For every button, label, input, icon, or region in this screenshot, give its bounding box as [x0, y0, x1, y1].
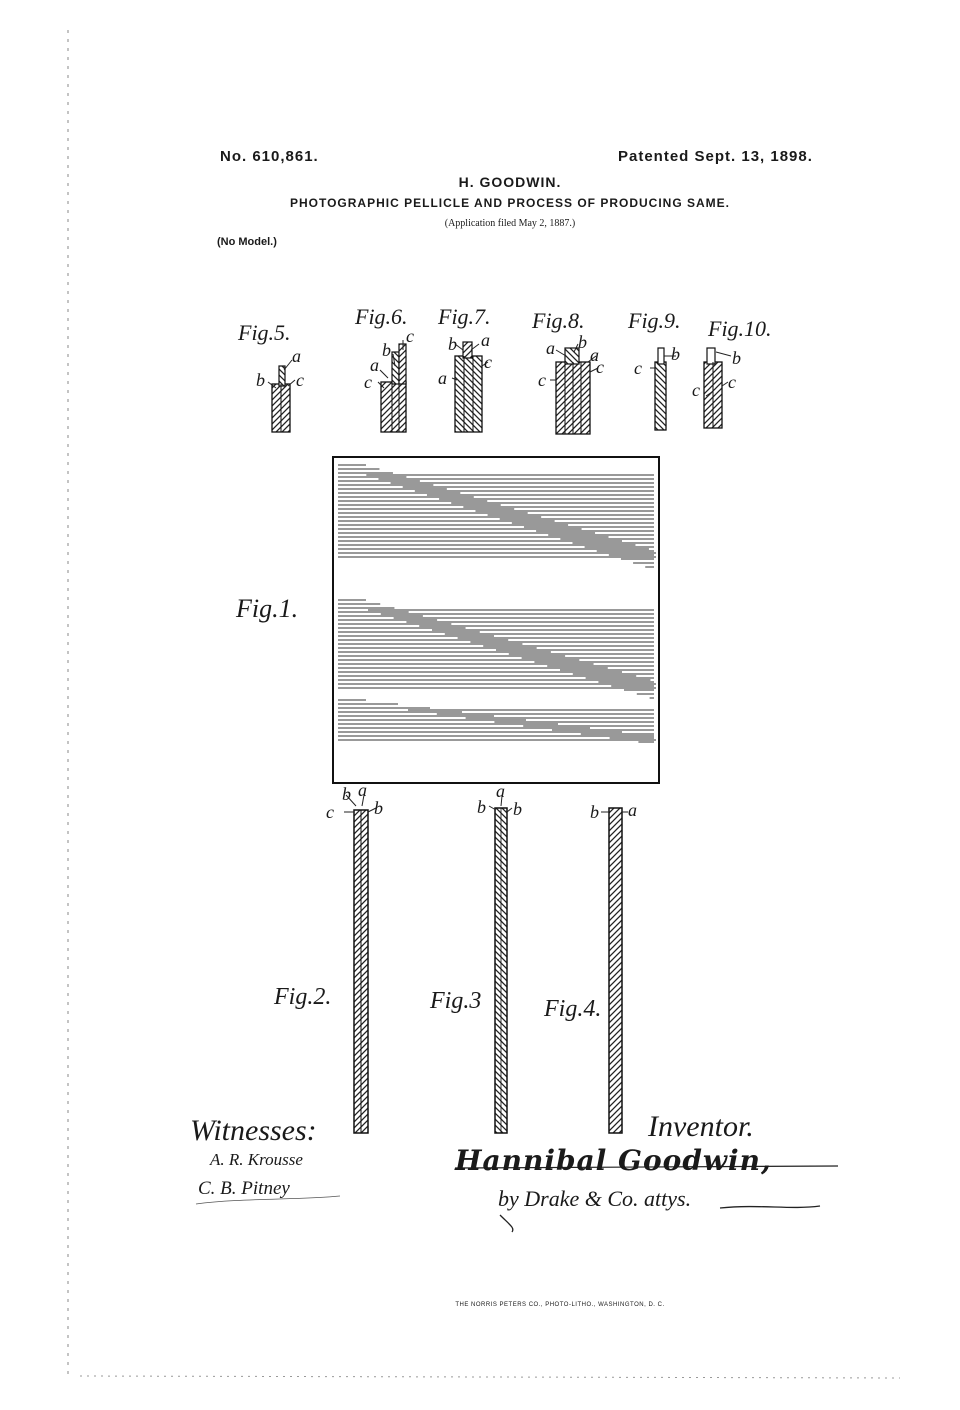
letter-c: c [538, 370, 546, 390]
fig6-label: Fig.6. [355, 304, 408, 329]
fig1-label: Fig.1. [236, 594, 299, 623]
letter-a: a [546, 338, 555, 358]
letter-c: c [484, 352, 492, 372]
letter-b: b [513, 799, 522, 819]
patent-title: PHOTOGRAPHIC PELLICLE AND PROCESS OF PRODUCING SAME. [289, 196, 731, 210]
application-date: (Application filed May 2, 1887.) [444, 218, 576, 229]
letter-a: a [358, 780, 367, 800]
letter-c: c [326, 802, 334, 822]
patent-number: No. 610,861. [220, 148, 319, 165]
letter-b: b [448, 334, 457, 354]
fig1-pellicle-sheet [333, 457, 659, 783]
inventor-name: H. GOODWIN. [458, 174, 562, 190]
letter-b: b [578, 332, 587, 352]
printer-credit: THE NORRIS PETERS CO., PHOTO-LITHO., WASHINGTON, D. C. [455, 1302, 665, 1308]
letter-a: a [292, 346, 301, 366]
letter-b: b [382, 340, 391, 360]
fig4-label: Fig.4. [544, 996, 602, 1022]
witness-1-signature: A. R. Krousse [210, 1150, 303, 1169]
letter-a: a [370, 355, 379, 375]
letter-b: b [256, 370, 265, 390]
fig3-section [495, 808, 507, 1133]
letter-c: c [596, 357, 604, 377]
letter-b: b [671, 344, 680, 364]
inventor-signature: Hannibal Goodwin, [455, 1144, 772, 1177]
fig3-label: Fig.3 [430, 988, 482, 1014]
witness-2-signature: C. B. Pitney [198, 1178, 290, 1199]
letter-c: c [634, 358, 642, 378]
letter-c: c [406, 326, 414, 346]
letter-a: a [496, 781, 505, 801]
letter-b: b [732, 348, 741, 368]
letter-b: b [374, 798, 383, 818]
letter-c: c [692, 380, 700, 400]
fig4-section [609, 808, 622, 1133]
attorneys-signature: by Drake & Co. attys. [498, 1186, 692, 1211]
fig5-label: Fig.5. [238, 320, 291, 345]
inventor-label: Inventor. [648, 1110, 754, 1143]
letter-b: b [342, 784, 351, 804]
fig10-label: Fig.10. [708, 316, 772, 341]
fig9-section [655, 348, 666, 430]
fig5-section [272, 366, 290, 432]
fig8-section [556, 348, 590, 434]
letter-b: b [590, 802, 599, 822]
letter-a: a [590, 345, 599, 365]
letter-a: a [438, 368, 447, 388]
patent-date: Patented Sept. 13, 1898. [618, 148, 813, 165]
fig9-label: Fig.9. [628, 308, 681, 333]
fig7-label: Fig.7. [438, 304, 491, 329]
letter-c: c [728, 372, 736, 392]
witnesses-label: Witnesses: [190, 1114, 317, 1147]
letter-a: a [628, 800, 637, 820]
fig7-section [455, 342, 482, 432]
letter-c: c [296, 370, 304, 390]
model-note: (No Model.) [217, 236, 277, 248]
letter-a: a [481, 330, 490, 350]
letter-c: c [364, 372, 372, 392]
fig2-section [354, 810, 368, 1133]
fig8-label: Fig.8. [532, 308, 585, 333]
letter-b: b [477, 797, 486, 817]
fig2-label: Fig.2. [274, 984, 332, 1010]
fig10-section [704, 348, 722, 428]
